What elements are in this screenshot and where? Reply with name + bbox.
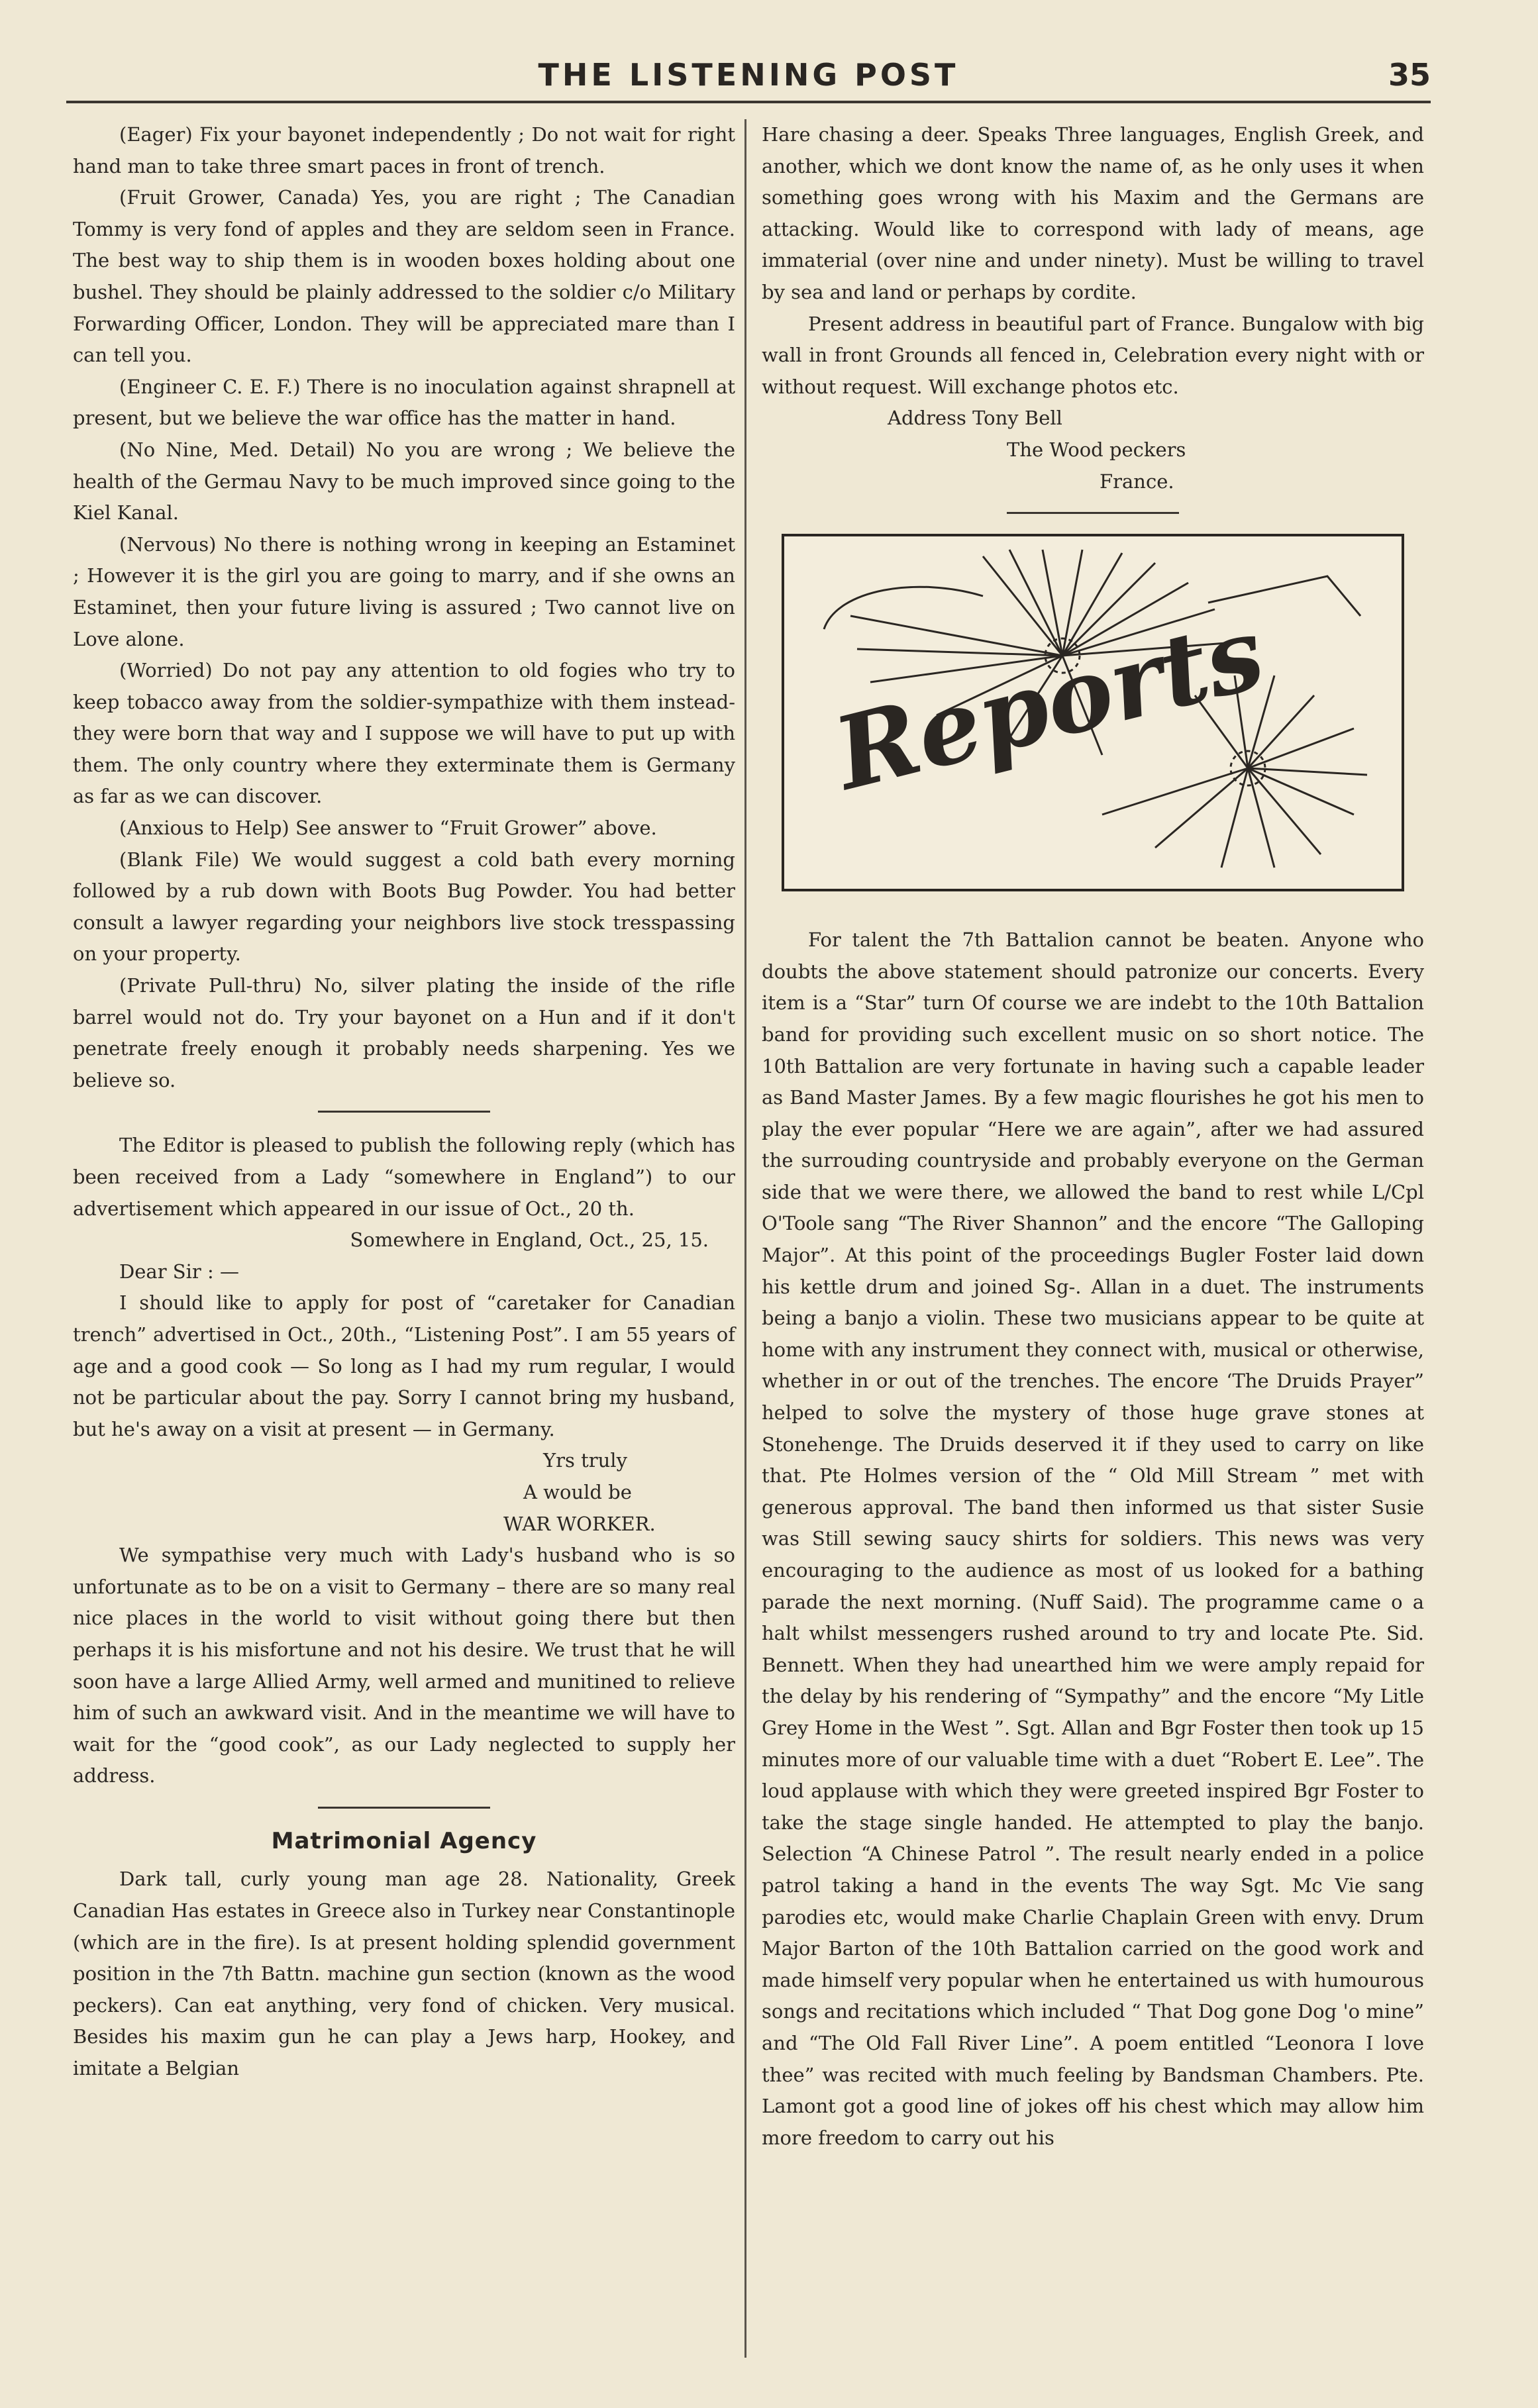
matrimonial-agency-continued: Hare chasing a deer. Speaks Three languages, English Greek, and another, which we dont know the name of, as he only uses it when something goes wrong with his Maxim and the Germans are attacking. Would like to correspond with lady of means, age immaterial (over nine and under ninety). Must be willing to travel by sea and land or perhaps by cordite. <box>762 123 1424 303</box>
reports-illustration <box>782 534 1404 891</box>
answer-no-nine: (No Nine, Med. Detail) No you are wrong ; We believe the health of the Germau Navy to be much improved since going to the Kiel Kanal. <box>73 438 735 525</box>
section-divider <box>318 1807 490 1809</box>
header-rule <box>66 101 1431 103</box>
page-header <box>66 57 1431 107</box>
publication-title: THE LISTENING POST <box>538 57 959 93</box>
reports-burst-icon <box>784 536 1402 889</box>
letter-salutation: Dear Sir : — <box>119 1260 239 1283</box>
answer-eager: (Eager) Fix your bayonet independently ; Do not wait for right hand man to take three smart paces in front of trench. <box>73 123 735 177</box>
reports-title: Reports <box>823 594 1275 813</box>
editor-note: The Editor is pleased to publish the following reply (which has been received from a Lady “somewhere in England”) to our advertisement which appeared in our issue of Oct., 20 th. <box>73 1134 735 1220</box>
address-line-unit: The Wood peckers <box>1007 438 1186 461</box>
letter-signature: WAR WORKER. <box>503 1512 656 1535</box>
letter-body: I should like to apply for post of “caretaker for Canadian trench” advertised in Oct., 20th., “Listening Post”. I am 55 years of age and a good cook — So long as I had my rum regular, I would not be particular about the pay. Sorry I cannot bring my husband, but he's away on a visit at present — in Germany. <box>73 1291 735 1440</box>
reports-article-text: For talent the 7th Battalion cannot be beaten. Anyone who doubts the above statement should patronize our concerts. Every item is a “Star” turn Of course we are indebt to the 10th Battalion band for providing such excellent music on so short notice. The 10th Battalion are very fortunate in having such a capable leader as Band Master James. By a few magic flourishes he got his men to play the ever popular “Here we are again”, after we had assured the surrouding countryside and probably everyone on the German side that we were there, we allowed the band to rest while L/Cpl O'Toole sang “The River Shannon” and the encore “The Galloping Major”. At this point of the proceedings Bugler Foster laid down his kettle drum and joined Sg-. Allan in a duet. The instruments being a banjo a violin. These two musicians appear to be quite at home with any instrument they connect with, musical or otherwise, whether in or out of the trenches. The encore ‘The Druids Prayer” helped to solve the mystery of those huge grave stones at Stonehenge. The Druids deserved it if they used to carry on like that. Pte Holmes version of the “ Old Mill Stream ” met with generous approval. The band then informed us that sister Susie was Still sewing saucy shirts for soldiers. This news was very encouraging to the audience as most of us looked for a bathing parade the next morning. (Nuff Said). The programme came o a halt whilst messengers rushed around to try and locate Pte. Sid. Bennett. When they had unearthed him we were amply repaid for the delay by his rendering of “Sympathy” and the encore “My Litle Grey Home in the West ”. Sgt. Allan and Bgr Foster then took up 15 minutes more of our valuable time with a duet “Robert E. Lee”. The loud applause with which they were greeted inspired Bgr Foster to take the stage single handed. He attempted to play the banjo. Selection “A Chinese Patrol ”. The result nearly ended in a police patrol taking a hand in the events The way Sgt. Mc Vie sang parodies etc, would make Charlie Chaplain Green with envy. Drum Major Barton of the 10th Battalion carried on the good work and made himself very popular when he entertained us with humourous songs and recitations which included “ That Dog gone Dog 'o mine” and “The Old Fall River Line”. A poem entitled “Leonora I love thee” was recited with much feeling by Bandsman Chambers. Pte. Lamont got a good line of jokes off his chest which may allow him more freedom to carry out his <box>762 928 1424 2149</box>
sympathy-paragraph: We sympathise very much with Lady's husband who is so unfortunate as to be on a visit to Germany – there are so many real nice places in the world to visit without going there but then perhaps it is his misfortune and not his desire. We trust that he will soon have a large Allied Army, well armed and munitined to relieve him of such an awkward visit. And in the meantime we will have to wait for the “good cook”, as our Lady neglected to supply her address. <box>73 1544 735 1787</box>
letter-sign-line: A would be <box>523 1480 632 1503</box>
right-column <box>762 119 1424 2154</box>
letter-dateline: Somewhere in England, Oct., 25, 15. <box>350 1229 709 1252</box>
matrimonial-agency-heading: Matrimonial Agency <box>271 1827 537 1854</box>
answer-nervous: (Nervous) No there is nothing wrong in keeping an Estaminet ; However it is the girl you are going to marry, and if she owns an Estaminet, then your future living is assured ; Two cannot live on Love alone. <box>73 532 735 650</box>
address-line-country: France. <box>1100 470 1174 493</box>
matrimonial-agency-address-text: Present address in beautiful part of France. Bungalow with big wall in front Grounds all fenced in, Celebration every night with or without request. Will exchange photos etc. <box>762 312 1424 398</box>
answer-anxious: (Anxious to Help) See answer to “Fruit Grower” above. <box>119 817 657 840</box>
page-number: 35 <box>1388 57 1431 93</box>
section-divider <box>1007 512 1179 514</box>
answer-engineer: (Engineer C. E. F.) There is no inoculation against shrapnell at present, but we believe the war office has the matter in hand. <box>73 375 735 430</box>
answer-private-pull-thru: (Private Pull-thru) No, silver plating the inside of the rifle barrel would not do. Try your bayonet on a Hun and if it don't penetrate freely enough it probably needs sharpening. Yes we believe so. <box>73 974 735 1091</box>
letter-sign-off: Yrs truly <box>543 1449 627 1472</box>
matrimonial-agency-text: Dark tall, curly young man age 28. Nationality, Greek Canadian Has estates in Greece also in Turkey near Constantinople (which are in the fire). Is at present holding splendid government position in the 7th Battn. machine gun section (known as the wood peckers). Can eat anything, very fond of chicken. Very musical. Besides his maxim gun he can play a Jews harp, Hookey, and imitate a Belgian <box>73 1868 735 2080</box>
column-divider <box>744 119 746 2358</box>
answer-blank-file: (Blank File) We would suggest a cold bath every morning followed by a rub down with Boots Bug Powder. You had better consult a lawyer regarding your neighbors live stock tresspassing on your property. <box>73 848 735 966</box>
address-line-name: Address Tony Bell <box>888 407 1062 430</box>
answer-worried: (Worried) Do not pay any attention to old fogies who try to keep tobacco away from the soldier-sympathize with them instead-they were born that way and I suppose we will have to put up with them. The only country where they exterminate them is Germany as far as we can discover. <box>73 659 735 808</box>
answer-fruit-grower: (Fruit Grower, Canada) Yes, you are right ; The Canadian Tommy is very fond of apples and they are seldom seen in France. The best way to ship them is in wooden boxes holding about one bushel. They should be plainly addressed to the soldier c/o Military Forwarding Officer, London. They will be appreciated mare than I can tell you. <box>73 186 735 367</box>
section-divider <box>318 1111 490 1113</box>
left-column <box>73 119 735 2085</box>
